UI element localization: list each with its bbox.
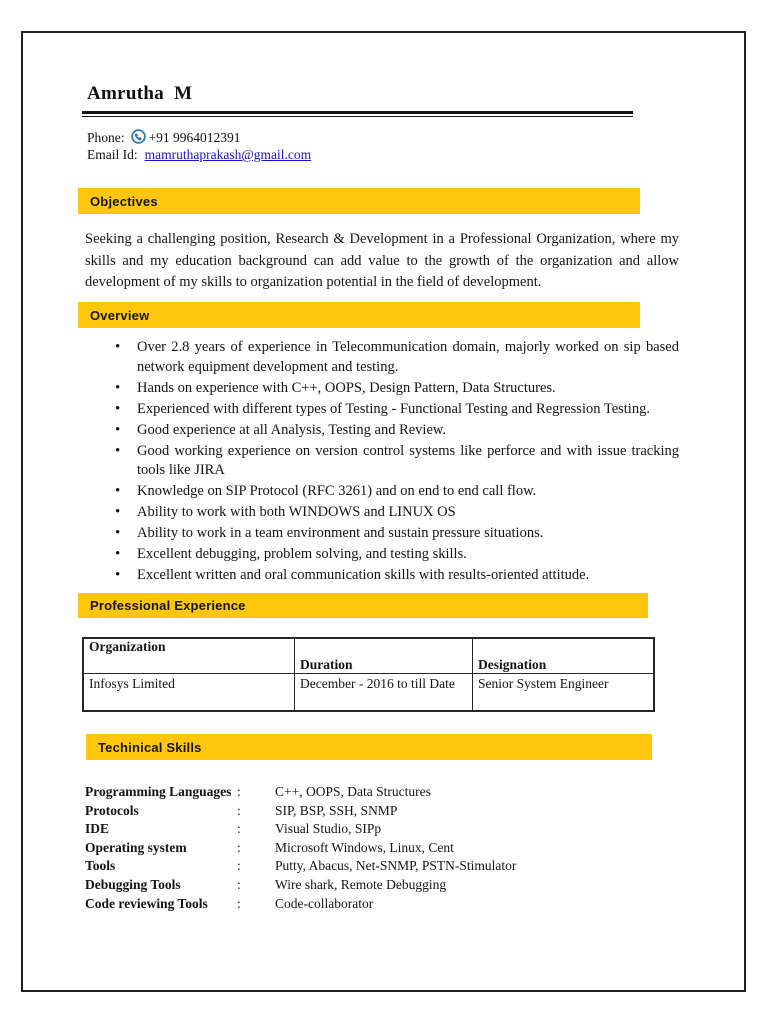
col-header-duration: Duration xyxy=(295,638,473,674)
section-header-objectives xyxy=(78,188,640,214)
skill-row xyxy=(85,876,685,895)
skill-row xyxy=(85,895,685,914)
overview-title: Overview xyxy=(90,307,150,323)
phone-icon xyxy=(131,129,146,148)
skill-label: Debugging Tools xyxy=(85,876,181,892)
skill-value: Code-collaborator xyxy=(275,895,374,911)
skill-separator: : xyxy=(237,839,241,855)
phone-number: +91 9964012391 xyxy=(148,129,241,145)
skill-separator: : xyxy=(237,895,241,911)
skill-row xyxy=(85,839,685,858)
skill-row xyxy=(85,783,685,802)
phone-row xyxy=(87,128,241,147)
name-underline-rule xyxy=(82,111,633,117)
cell-designation: Senior System Engineer xyxy=(473,674,655,712)
skill-value: SIP, BSP, SSH, SNMP xyxy=(275,802,398,818)
skill-label: Operating system xyxy=(85,839,187,855)
resume-page xyxy=(21,31,746,992)
col-header-organization: Organization xyxy=(83,638,295,674)
skill-separator: : xyxy=(237,802,241,818)
skill-row xyxy=(85,802,685,821)
skill-separator: : xyxy=(237,821,241,837)
overview-bullet-list xyxy=(85,338,679,587)
email-label: Email Id: xyxy=(87,147,138,162)
skills-title: Techinical Skills xyxy=(98,739,202,755)
bullet-item: • Over 2.8 years of experience in Telecommunication domain, majorly worked on sip based network equipment development and testing. xyxy=(85,338,679,377)
bullet-item: • Excellent debugging, problem solving, and testing skills. xyxy=(85,545,679,565)
bullet-item: • Excellent written and oral communication skills with results-oriented attitude. xyxy=(85,566,679,586)
skill-label: Programming Languages xyxy=(85,784,232,799)
experience-title: Professional Experience xyxy=(90,598,246,613)
cell-duration: December - 2016 to till Date xyxy=(295,674,473,712)
bullet-item: • Ability to work in a team environment and sustain pressure situations. xyxy=(85,524,679,544)
skill-label: IDE xyxy=(85,821,110,837)
skill-value: Putty, Abacus, Net-SNMP, PSTN-Stimulator xyxy=(275,858,517,874)
email-row xyxy=(87,147,311,163)
section-header-skills xyxy=(86,734,652,760)
skill-value: Wire shark, Remote Debugging xyxy=(275,876,447,892)
section-header-experience xyxy=(78,593,648,618)
experience-table-header-row xyxy=(83,638,654,674)
experience-table xyxy=(82,637,655,712)
bullet-item: • Experienced with different types of Testing - Functional Testing and Regression Testing. xyxy=(85,400,679,420)
email-link[interactable]: mamruthaprakash@gmail.com xyxy=(144,147,312,162)
skill-label: Code reviewing Tools xyxy=(85,895,208,911)
skill-row xyxy=(85,820,685,839)
phone-label: Phone: xyxy=(87,129,125,145)
objectives-title: Objectives xyxy=(90,193,158,209)
bullet-item: • Good working experience on version control systems like perforce and with issue tracking tools like JIRA xyxy=(85,442,679,481)
objectives-paragraph: Seeking a challenging position, Research & Development in a Professional Organization, where my skills and my education background can add value to the growth of the organization and allow development of my skills to organization potential in the field of development. xyxy=(85,231,679,290)
skill-value: Microsoft Windows, Linux, Cent xyxy=(275,839,454,855)
skill-separator: : xyxy=(237,858,241,874)
bullet-item: • Ability to work with both WINDOWS and LINUX OS xyxy=(85,503,679,523)
skill-value: C++, OOPS, Data Structures xyxy=(275,784,431,799)
skill-label: Tools xyxy=(85,858,116,874)
bullet-item: • Hands on experience with C++, OOPS, Design Pattern, Data Structures. xyxy=(85,379,679,399)
skill-value: Visual Studio, SIPp xyxy=(275,821,382,837)
skills-list xyxy=(85,783,685,913)
skill-label: Protocols xyxy=(85,802,139,818)
section-header-overview xyxy=(78,302,640,328)
bullet-item: • Knowledge on SIP Protocol (RFC 3261) and on end to end call flow. xyxy=(85,482,679,502)
skill-separator: : xyxy=(237,784,241,799)
candidate-name: Amrutha M xyxy=(87,83,193,104)
cell-organization: Infosys Limited xyxy=(83,674,295,712)
col-header-designation: Designation xyxy=(473,638,655,674)
skill-row xyxy=(85,857,685,876)
experience-table-row xyxy=(83,674,654,712)
skill-separator: : xyxy=(237,876,241,892)
bullet-item: • Good experience at all Analysis, Testing and Review. xyxy=(85,421,679,441)
